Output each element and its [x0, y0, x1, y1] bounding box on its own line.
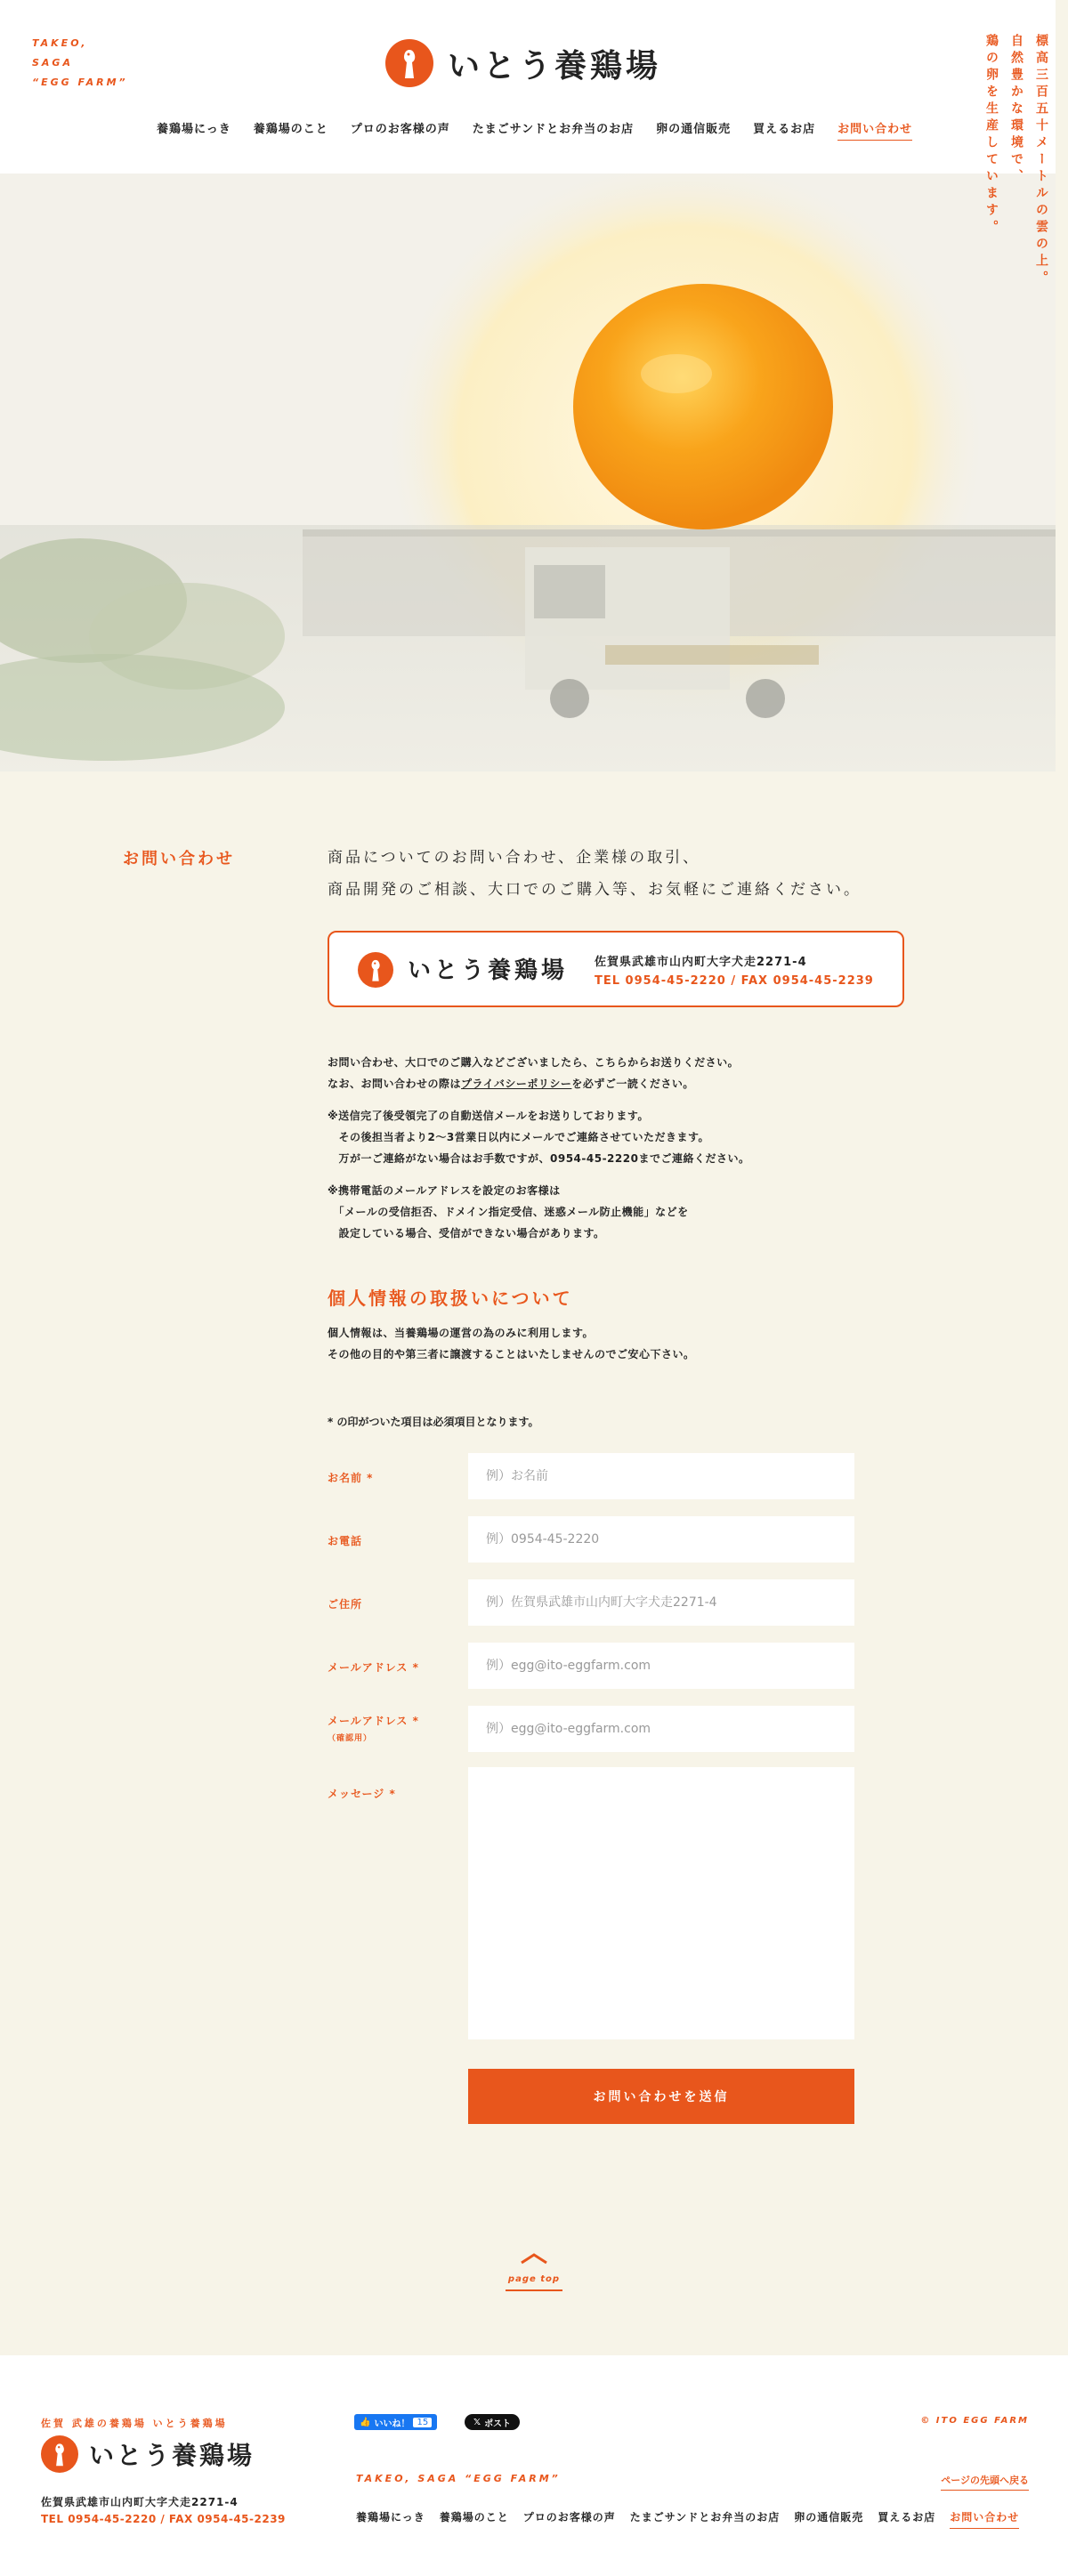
copyright: © ITO EGG FARM	[920, 2416, 1029, 2426]
page-edge	[1056, 0, 1068, 2576]
card-tel-fax: TEL 0954-45-2220 / FAX 0954-45-2239	[595, 974, 874, 988]
note-line: その後担当者より2～3営業日以内にメールでご連絡させていただきます。	[328, 1131, 710, 1143]
note-line: お問い合わせ、大口でのご購入などございましたら、こちらからお送りください。	[328, 1056, 740, 1069]
chevron-up-icon	[518, 2251, 550, 2265]
tel-field[interactable]	[468, 1516, 854, 1563]
footer-address: 佐賀県武雄市山内町大字犬走2271-4	[41, 2496, 239, 2508]
name-label: お名前 *	[328, 1472, 374, 1484]
note-line: ※送信完了後受領完了の自動送信メールをお送りしております。	[328, 1110, 649, 1122]
footer-tel-fax: TEL 0954-45-2220 / FAX 0954-45-2239	[41, 2513, 286, 2525]
page-top-label: page top	[506, 2274, 562, 2291]
note-line: 万が一ご連絡がない場合はお手数ですが、0954-45-2220までご連絡ください。	[328, 1152, 750, 1165]
place-line: “EGG FARM”	[32, 77, 128, 88]
email-label: メールアドレス *	[328, 1661, 419, 1674]
footer-nav-stores[interactable]: 買えるお店	[878, 2511, 936, 2524]
email-confirm-label-text: メールアドレス *	[328, 1715, 419, 1727]
privacy-body	[328, 1322, 695, 1365]
email-confirm-sub: （確認用）	[328, 1734, 373, 1743]
address-label: ご住所	[328, 1598, 363, 1611]
hero-image	[0, 174, 1056, 771]
privacy-title: 個人情報の取扱いについて	[328, 1288, 573, 1309]
note-text: なお、お問い合わせの際は	[328, 1078, 462, 1090]
note-line	[328, 1073, 915, 1094]
nav-diary[interactable]: 養鶏場にっき	[157, 123, 231, 136]
nav-mail-order[interactable]: 卵の通信販売	[656, 123, 732, 136]
hen-logo-icon	[358, 952, 393, 988]
place-line: SAGA	[32, 57, 73, 69]
note-line: 設定している場合、受信ができない場合があります。	[328, 1227, 605, 1240]
hen-logo-icon	[41, 2435, 78, 2473]
vertical-tagline	[959, 0, 1068, 285]
nav-stores[interactable]: 買えるお店	[753, 123, 816, 136]
tagline-line: 自然豊かな環境で、	[1009, 34, 1024, 186]
footer-nav-voices[interactable]: プロのお客様の声	[522, 2511, 616, 2524]
section-label: お問い合わせ	[123, 850, 235, 868]
footer-nav-about[interactable]: 養鶏場のこと	[439, 2511, 509, 2524]
logo-text: いとう養鶏場	[448, 47, 662, 85]
x-post-label: ポスト	[484, 2419, 512, 2429]
x-post-button[interactable]	[465, 2414, 520, 2430]
lead-line: 商品開発のご相談、大口でのご購入等、お気軽にご連絡ください。	[328, 881, 862, 899]
fb-like-count: 15	[413, 2418, 432, 2427]
global-nav	[157, 119, 934, 141]
card-company-name: いとう養鶏場	[408, 957, 569, 984]
email-confirm-field[interactable]	[468, 1706, 854, 1752]
footer-logo-text: いとう養鶏場	[89, 2441, 255, 2470]
message-label: メッセージ *	[328, 1788, 396, 1800]
footer-nav-contact[interactable]: お問い合わせ	[950, 2509, 1019, 2529]
email-field[interactable]	[468, 1643, 854, 1689]
tagline-line: 鶏の卵を生産しています。	[984, 34, 999, 237]
place-line: TAKEO,	[32, 37, 88, 49]
email-confirm-label	[328, 1713, 419, 1743]
nav-sandwich-shop[interactable]: たまごサンドとお弁当のお店	[472, 123, 635, 136]
message-textarea[interactable]	[468, 1767, 854, 2039]
address-field[interactable]	[468, 1579, 854, 1626]
x-logo-icon: 𝕏	[473, 2417, 481, 2427]
thumbs-up-icon: 👍	[360, 2417, 371, 2427]
footer-catch: 佐賀 武雄の養鶏場 いとう養鶏場	[41, 2418, 228, 2429]
tel-label: お電話	[328, 1535, 363, 1547]
name-field[interactable]	[468, 1453, 854, 1499]
facebook-like-button[interactable]	[354, 2414, 437, 2430]
lead-line: 商品についてのお問い合わせ、企業様の取引、	[328, 849, 701, 867]
footer-nav-mail-order[interactable]: 卵の通信販売	[794, 2511, 864, 2524]
back-to-top-link[interactable]: ページの先頭へ戻る	[941, 2473, 1029, 2491]
footer-nav-sandwich-shop[interactable]: たまごサンドとお弁当のお店	[629, 2511, 781, 2524]
note-line: ※携帯電話のメールアドレスを設定のお客様は	[328, 1184, 561, 1197]
privacy-policy-link[interactable]: プライバシーポリシー	[461, 1078, 572, 1090]
privacy-line: 個人情報は、当養鶏場の運営の為のみに利用します。	[328, 1327, 595, 1339]
nav-voices[interactable]: プロのお客様の声	[350, 123, 450, 136]
site-logo[interactable]	[385, 39, 661, 87]
egg-hero-illustration	[0, 174, 1056, 771]
required-note: * の印がついた項目は必須項目となります。	[328, 1416, 539, 1428]
footer-nav	[356, 2509, 1033, 2529]
site-header	[0, 0, 1068, 174]
contact-notes	[328, 1052, 915, 1255]
note-line: 「メールの受信拒否、ドメイン指定受信、迷惑メール防止機能」などを	[328, 1206, 689, 1218]
page-top-button[interactable]	[506, 2251, 562, 2291]
nav-about[interactable]: 養鶏場のこと	[253, 123, 328, 136]
footer-logo[interactable]	[41, 2435, 255, 2473]
hen-logo-icon	[385, 39, 433, 87]
tagline-line: 標高三百五十メートルの雲の上。	[1034, 34, 1048, 287]
privacy-line: その他の目的や第三者に譲渡することはいたしませんのでご安心下さい。	[328, 1348, 695, 1361]
nav-contact[interactable]: お問い合わせ	[837, 119, 912, 141]
company-card	[328, 931, 904, 1007]
note-text: を必ずご一読ください。	[571, 1078, 694, 1090]
footer-nav-diary[interactable]: 養鶏場にっき	[356, 2511, 425, 2524]
footer-place: TAKEO, SAGA “EGG FARM”	[356, 2473, 561, 2484]
fb-like-label: いいね！	[374, 2419, 410, 2429]
card-address: 佐賀県武雄市山内町大字犬走2271-4	[595, 956, 807, 969]
header-place	[32, 34, 128, 93]
submit-button[interactable]: お問い合わせを送信	[468, 2069, 854, 2124]
contact-lead	[328, 842, 862, 906]
